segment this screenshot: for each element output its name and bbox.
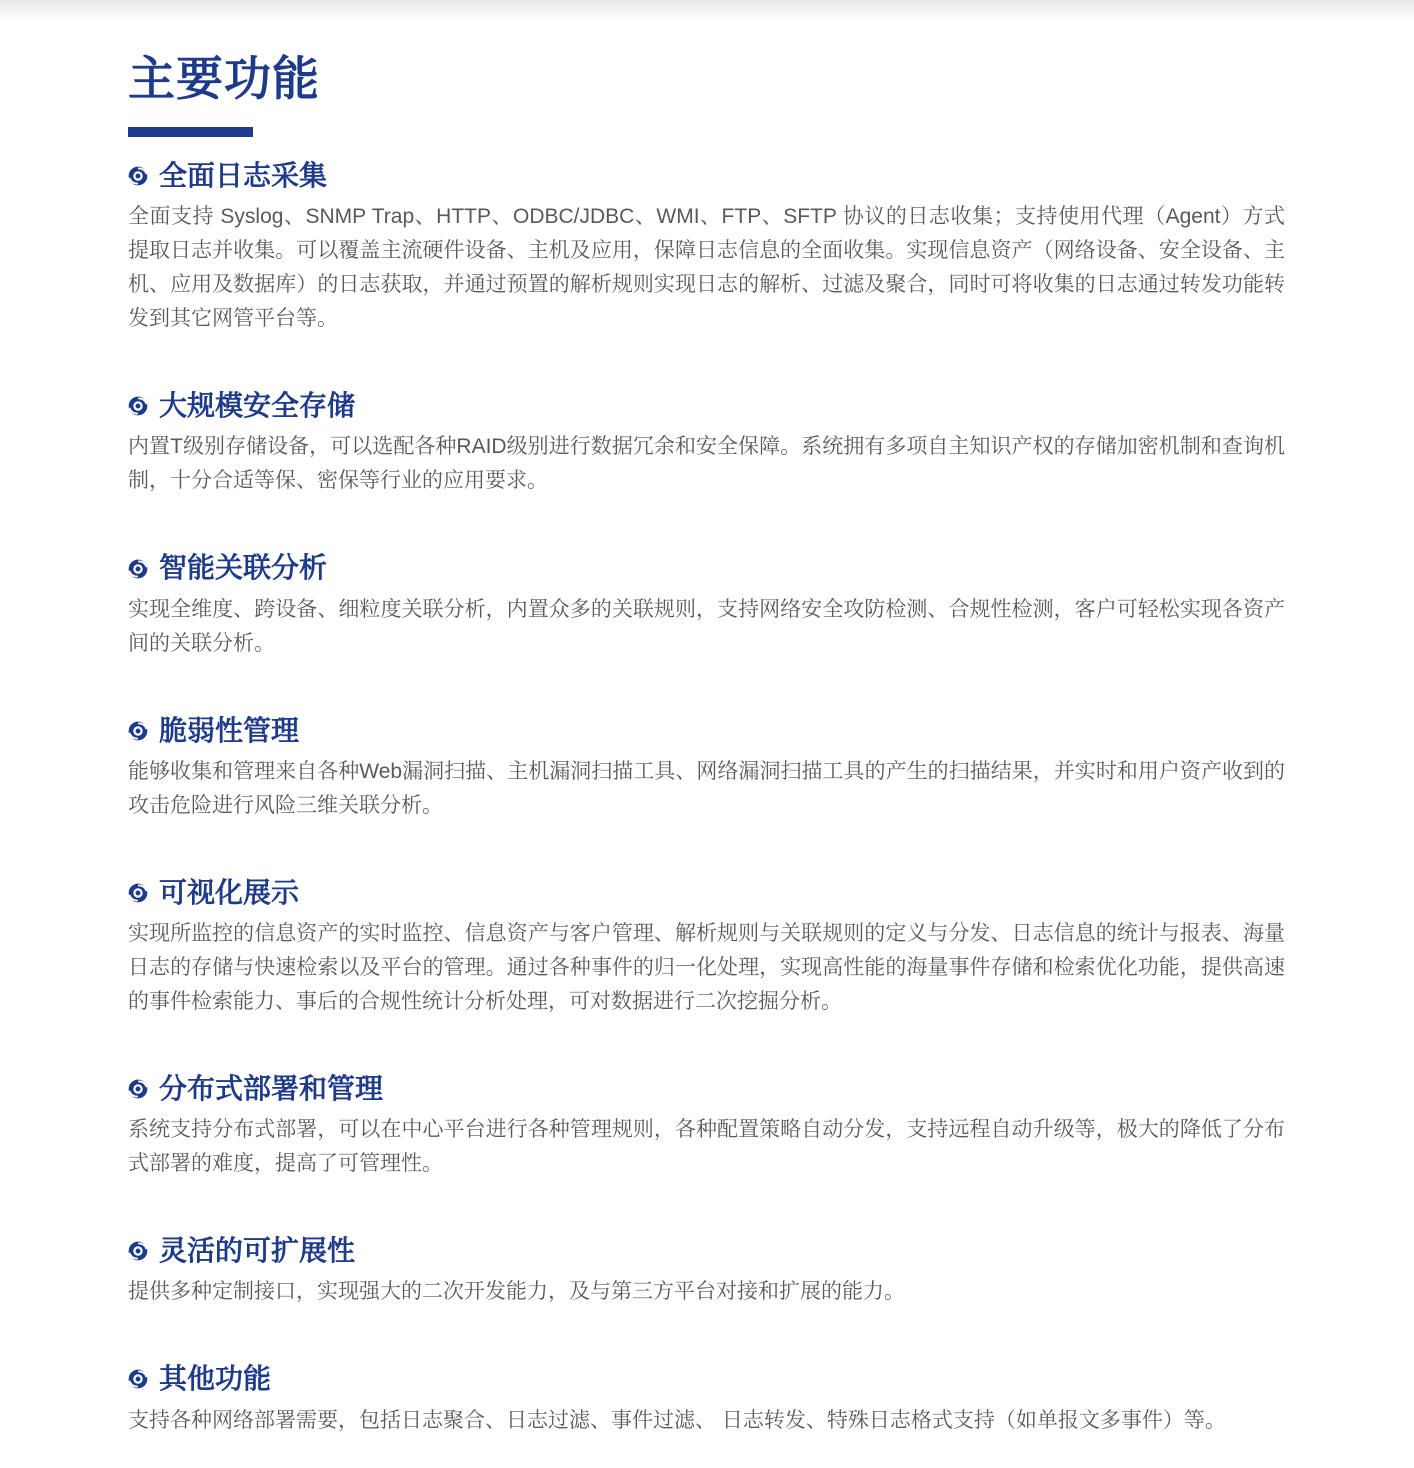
feature-heading-label: 灵活的可扩展性 [159,1235,356,1267]
page-header [128,0,1285,137]
feature-heading [128,160,1285,192]
swirl-bullet-icon [128,559,148,579]
swirl-bullet-icon [128,1241,148,1261]
swirl-bullet-icon [128,1369,148,1389]
feature-body-text: 能够收集和管理来自各种Web漏洞扫描、主机漏洞扫描工具、网络漏洞扫描工具的产生的扫描结果，并实时和用户资产收到的攻击危险进行风险三维关联分析。 [128,759,1285,817]
feature-body-text: 支持各种网络部署需要，包括日志聚合、日志过滤、事件过滤、 日志转发、特殊日志格式支持（如单报文多事件）等。 [128,1408,1226,1432]
swirl-bullet-icon [128,396,148,416]
feature-heading [128,715,1285,747]
feature-section-distributed-deployment [128,1073,1285,1181]
feature-heading-label: 分布式部署和管理 [159,1072,384,1104]
feature-body-text: 实现所监控的信息资产的实时监控、信息资产与客户管理、解析规则与关联规则的定义与分发、日志信息的统计与报表、海量日志的存储与快速检索以及平台的管理。通过各种事件的归一化处理，实现高性能的海量事件存储和检索优化功能，提供高速的事件检索能力、事后的合规性统计分析处理，可对数据进行二次挖掘分析。 [128,921,1285,1013]
feature-body-text: 内置T级别存储设备，可以选配各种RAID级别进行数据冗余和安全保障。系统拥有多项自主知识产权的存储加密机制和查询机制，十分合适等保、密保等行业的应用要求。 [128,435,1285,493]
feature-section-other-functions [128,1363,1285,1437]
feature-list [128,137,1285,1438]
feature-heading [128,552,1285,584]
title-underline [128,127,253,137]
feature-heading [128,1235,1285,1267]
feature-section-correlation-analysis [128,552,1285,660]
page-title: 主要功能 [128,52,320,105]
feature-section-secure-storage [128,390,1285,498]
feature-heading [128,390,1285,422]
feature-heading-label: 大规模安全存储 [159,390,356,422]
feature-section-log-collection [128,160,1285,336]
swirl-bullet-icon [128,721,148,741]
feature-heading-label: 全面日志采集 [159,160,328,192]
swirl-bullet-icon [128,166,148,186]
feature-body-text: 实现全维度、跨设备、细粒度关联分析，内置众多的关联规则，支持网络安全攻防检测、合规性检测，客户可轻松实现各资产间的关联分析。 [128,597,1285,655]
swirl-bullet-icon [128,883,148,903]
feature-heading-label: 其他功能 [159,1363,272,1395]
feature-heading [128,1073,1285,1105]
feature-section-vulnerability-management [128,715,1285,823]
feature-heading-label: 智能关联分析 [159,552,328,584]
feature-heading [128,877,1285,909]
feature-heading-label: 脆弱性管理 [159,714,300,746]
feature-section-visualization [128,877,1285,1019]
feature-heading [128,1363,1285,1395]
feature-body-text: 提供多种定制接口，实现强大的二次开发能力，及与第三方平台对接和扩展的能力。 [128,1280,905,1304]
feature-heading-label: 可视化展示 [159,876,300,908]
swirl-bullet-icon [128,1079,148,1099]
feature-section-extensibility [128,1235,1285,1309]
feature-body-text: 系统支持分布式部署，可以在中心平台进行各种管理规则，各种配置策略自动分发，支持远程自动升级等，极大的降低了分布式部署的难度，提高了可管理性。 [128,1118,1285,1176]
feature-body-text: 全面支持 Syslog、SNMP Trap、HTTP、ODBC/JDBC、WMI、FTP、SFTP 协议的日志收集；支持使用代理（Agent）方式提取日志并收集。可以覆盖主流硬件设备、主机及应用，保障日志信息的全面收集。实现信息资产（网络设备、安全设备、主机、应用及数据库）的日志获取，并通过预置的解析规则实现日志的解析、过滤及聚合，同时可将收集的日志通过转发功能转发到其它网管平台等。 [128,205,1285,331]
